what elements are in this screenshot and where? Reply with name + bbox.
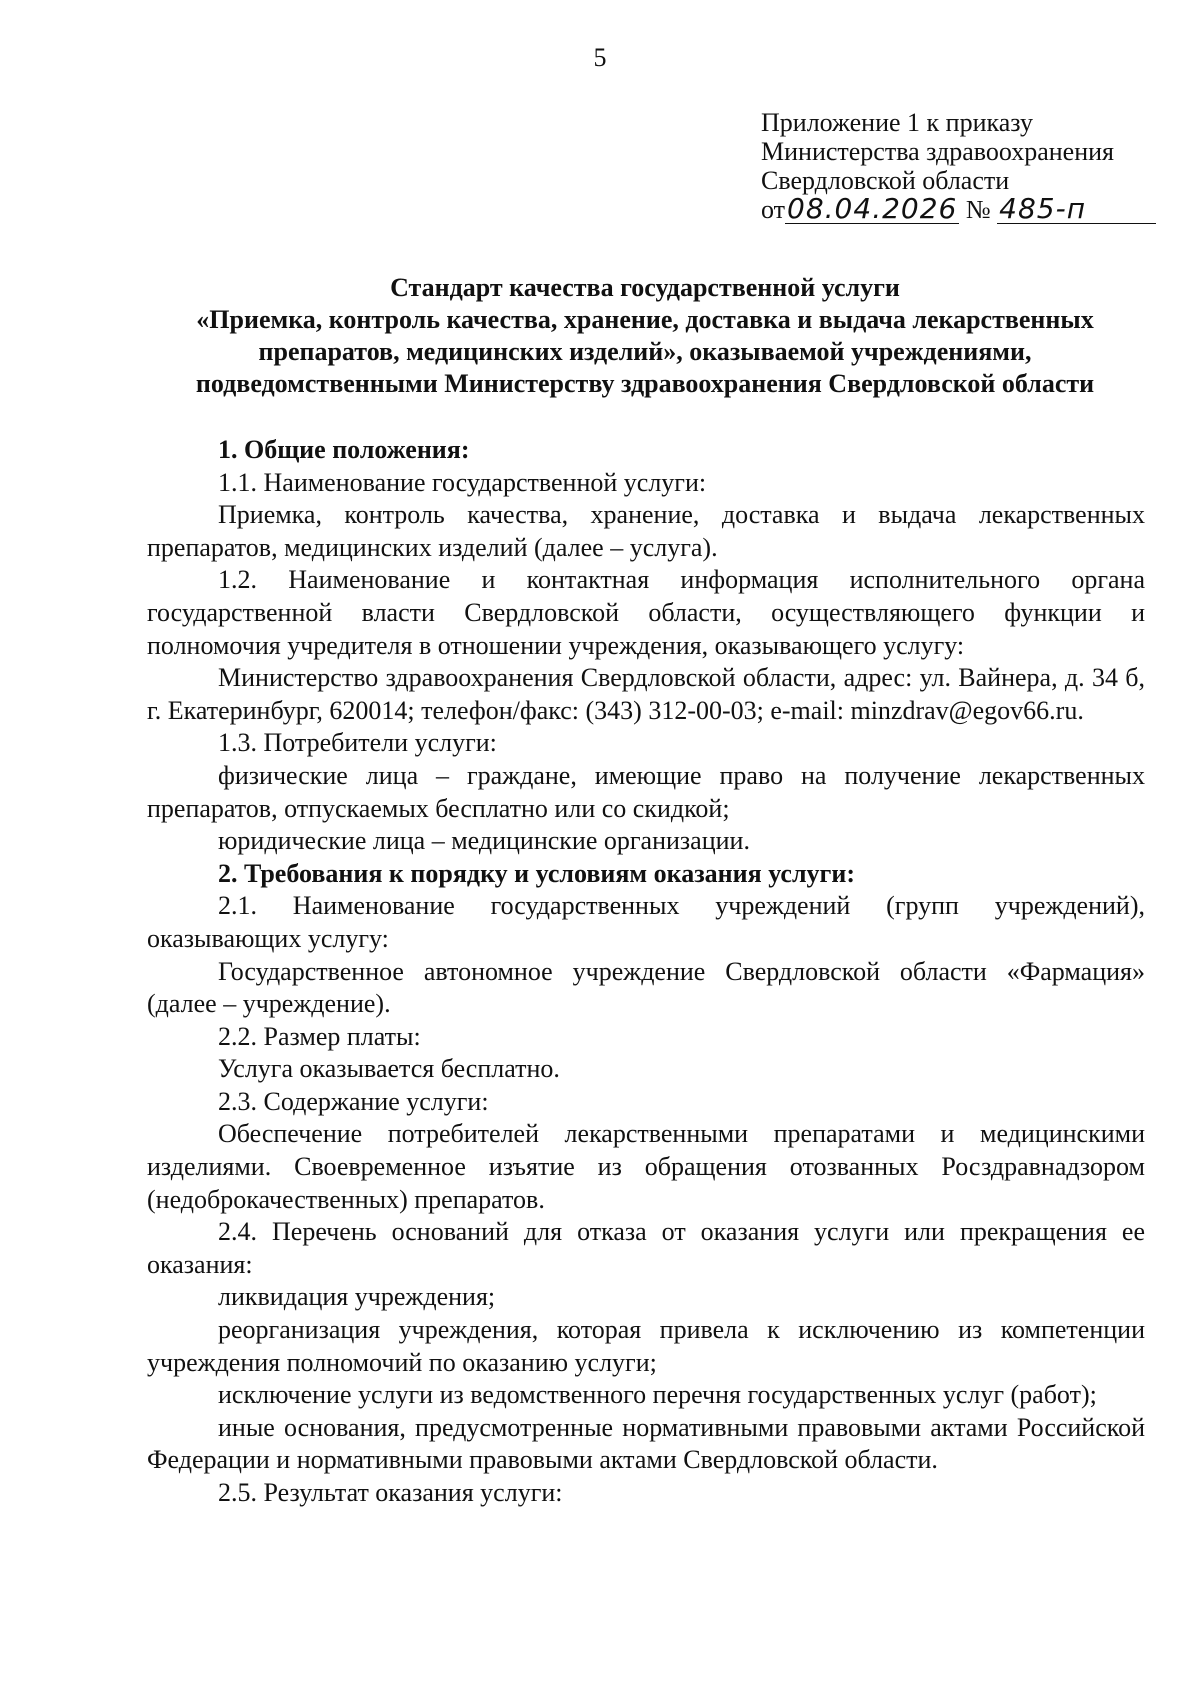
body-paragraph: 1.3. Потребители услуги: bbox=[218, 728, 497, 758]
section-heading: 2. Требования к порядку и условиям оказания услуги: bbox=[218, 858, 855, 888]
from-label: от bbox=[761, 195, 786, 224]
body-paragraph: исключение услуги из ведомственного перечня государственных услуг (работ); bbox=[218, 1380, 1097, 1410]
body-paragraph: Обеспечение потребителей лекарственными препаратами и медицинскими изделиями. Своевременное изъятие из обращения отозванных Росздравнадзором (недоброкачественных) препаратов. bbox=[147, 1119, 1145, 1214]
appendix-line-2: Министерства здравоохранения bbox=[761, 137, 1114, 166]
appendix-line-3: Свердловской области bbox=[761, 166, 1010, 195]
body-paragraph: 1.2. Наименование и контактная информация исполнительного органа государственной власти Свердловской области, осуществляющего функции и полномочия учредителя в отношении учреждения, оказывающего услугу: bbox=[147, 565, 1145, 660]
body-paragraph: Услуга оказывается бесплатно. bbox=[218, 1054, 560, 1084]
body-paragraph: 2.1. Наименование государственных учреждений (групп учреждений), оказывающих услугу: bbox=[147, 891, 1145, 953]
body-paragraph: реорганизация учреждения, которая привела к исключению из компетенции учреждения полномочий по оказанию услуги; bbox=[147, 1315, 1145, 1377]
body-paragraph: 2.3. Содержание услуги: bbox=[218, 1086, 489, 1116]
appendix-line-4 bbox=[761, 192, 1181, 225]
title-line-2: «Приемка, контроль качества, хранение, доставка и выдача лекарственных bbox=[196, 305, 1094, 334]
handwritten-order-number: 485-п bbox=[997, 195, 1156, 224]
appendix-block bbox=[761, 108, 1181, 224]
body-paragraph: ликвидация учреждения; bbox=[218, 1282, 496, 1312]
body-paragraph: 2.5. Результат оказания услуги: bbox=[218, 1478, 563, 1507]
section-heading: 1. Общие положения: bbox=[218, 435, 470, 464]
body-paragraph: Государственное автономное учреждение Свердловской области «Фармация» (далее – учреждение). bbox=[147, 956, 1145, 1019]
body-paragraph: 1.1. Наименование государственной услуги: bbox=[218, 467, 707, 497]
body-paragraph: 2.2. Размер платы: bbox=[218, 1021, 421, 1051]
body-paragraph: физические лица – граждане, имеющие право на получение лекарственных препаратов, отпускаемых бесплатно или со скидкой; bbox=[147, 760, 1145, 823]
document-title bbox=[146, 272, 1144, 400]
title-line-1: Стандарт качества государственной услуги bbox=[390, 273, 900, 302]
body-paragraph: 2.4. Перечень оснований для отказа от оказания услуги или прекращения ее оказания: bbox=[147, 1217, 1145, 1279]
body-paragraph: иные основания, предусмотренные нормативными правовыми актами Российской Федерации и нормативными правовыми актами Свердловской области. bbox=[147, 1412, 1145, 1475]
title-line-3: препаратов, медицинских изделий», оказываемой учреждениями, bbox=[258, 337, 1032, 366]
document-body bbox=[147, 434, 1145, 1510]
body-paragraph: юридические лица – медицинские организации. bbox=[218, 826, 750, 856]
appendix-line-1: Приложение 1 к приказу bbox=[761, 108, 1034, 137]
title-line-4: подведомственными Министерству здравоохранения Свердловской области bbox=[195, 369, 1095, 398]
number-label: № bbox=[965, 195, 991, 224]
page-number: 5 bbox=[593, 43, 607, 72]
body-paragraph: Министерство здравоохранения Свердловской области, адрес: ул. Вайнера, д. 34 б, г. Екатеринбург, 620014; телефон/факс: (343) 312-00-03; e-mail: minzdrav@egov66.ru. bbox=[147, 663, 1145, 725]
body-paragraph: Приемка, контроль качества, хранение, доставка и выдача лекарственных препаратов, медицинских изделий (далее – услуга). bbox=[147, 500, 1145, 562]
handwritten-date: 08.04.2026 bbox=[787, 192, 958, 225]
